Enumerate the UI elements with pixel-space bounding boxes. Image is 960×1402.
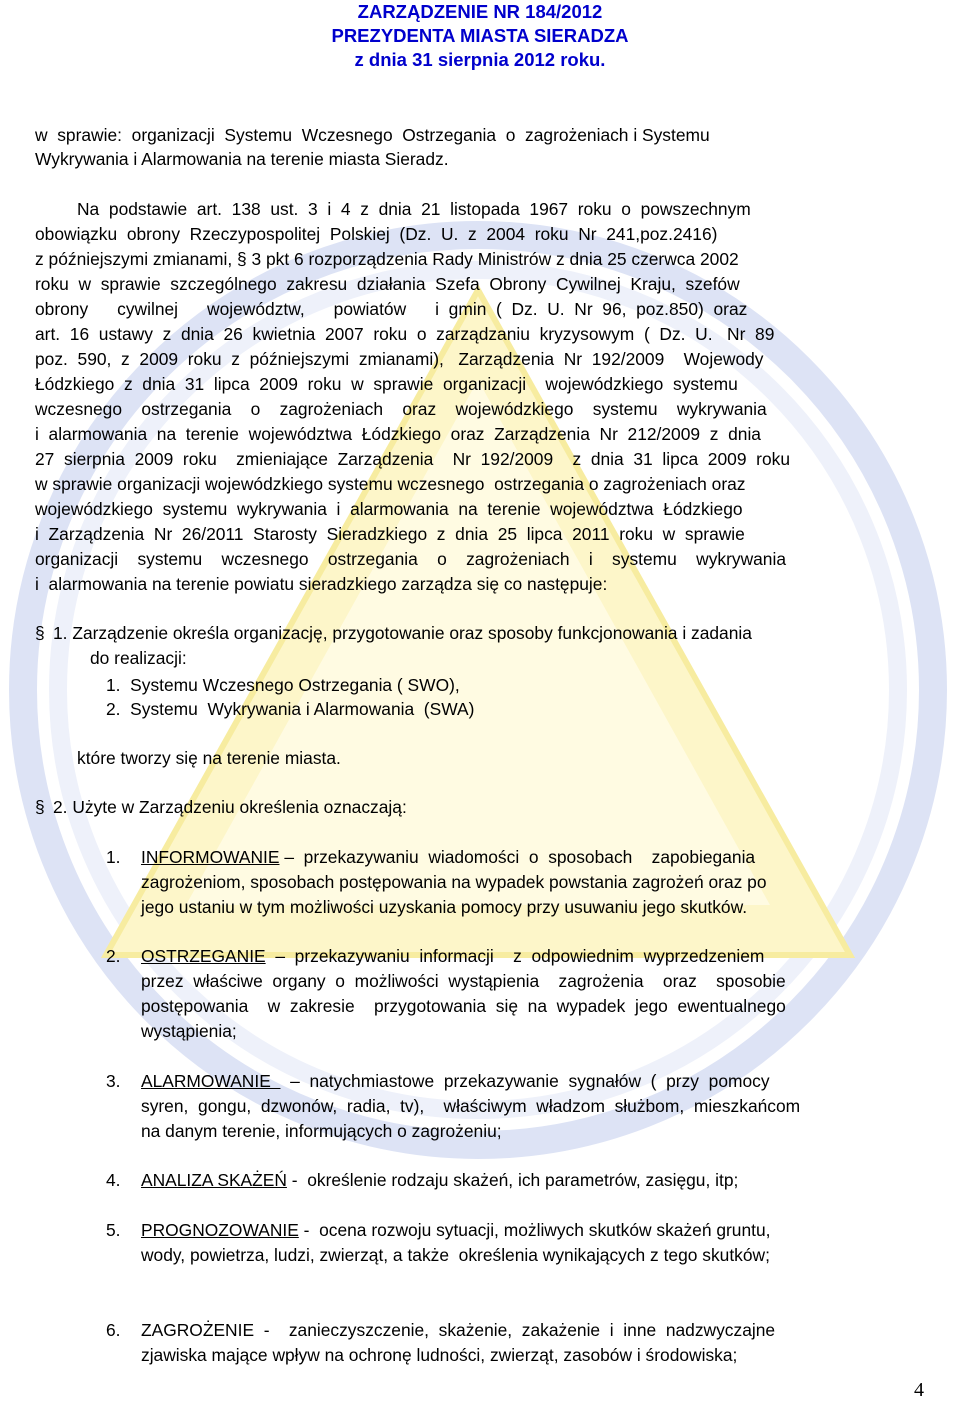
definition-text: przez właściwe organy o możliwości wystąpienia zagrożenia oraz sposobie: [141, 971, 786, 991]
definition-text: – przekazywaniu informacji z odpowiednim wyprzedzeniem: [265, 946, 765, 966]
definition-row: [141, 1318, 775, 1342]
definition-text: – natychmiastowe przekazywanie sygnałów ( przy pomocy: [280, 1071, 770, 1091]
definition-row: [141, 1218, 770, 1242]
definition-text: jego ustaniu w tym możliwości uzyskania pomocy przy usuwaniu jego skutków.: [141, 897, 748, 917]
decree-number: ZARZĄDZENIE NR 184/2012: [357, 1, 603, 22]
definition-term: INFORMOWANIE: [141, 847, 280, 867]
definition-term: OSTRZEGANIE: [141, 946, 266, 966]
subject-line-1: w sprawie: organizacji Systemu Wczesnego Ostrzegania o zagrożeniach i Systemu: [35, 125, 710, 145]
section-1-line: do realizacji:: [90, 648, 187, 668]
definition-number: 1.: [106, 847, 121, 867]
definition-text: syren, gongu, dzwonów, radia, tv), właściwym władzom służbom, mieszkańcom: [141, 1096, 801, 1116]
definition-text: - zanieczyszczenie, skażenie, zakażenie i inne nadzwyczajne: [254, 1320, 776, 1340]
definition-number: 3.: [106, 1071, 121, 1091]
definition-row: [141, 944, 764, 968]
preamble-line: z późniejszymi zmianami, § 3 pkt 6 rozporządzenia Rady Ministrów z dnia 25 czerwca 2002: [35, 249, 739, 269]
definition-text: - określenie rodzaju skażeń, ich parametrów, zasięgu, itp;: [286, 1170, 739, 1190]
preamble-line: art. 16 ustawy z dnia 26 kwietnia 2007 roku o zarządzaniu kryzysowym ( Dz. U. Nr 89: [35, 324, 775, 344]
definition-text: wystąpienia;: [141, 1021, 237, 1041]
definition-text: wody, powietrza, ludzi, zwierząt, a także określenia wynikających z tego skutków;: [141, 1245, 770, 1265]
section-1-line: 1. Zarządzenie określa organizację, przygotowanie oraz sposoby funkcjonowania i zadania: [53, 623, 752, 643]
definition-term: ZAGROŻENIE: [141, 1320, 255, 1340]
definition-text: postępowania w zakresie przygotowania się na wypadek jego ewentualnego: [141, 996, 786, 1016]
preamble-line: i alarmowania na terenie powiatu sieradzkiego zarządza się co następuje:: [35, 574, 608, 594]
definition-row: [141, 845, 755, 869]
definition-text: zagrożeniom, sposobach postępowania na wypadek powstania zagrożeń oraz po: [141, 872, 767, 892]
preamble-line: Łódzkiego z dnia 31 lipca 2009 roku w sprawie organizacji wojewódzkiego systemu: [35, 374, 738, 394]
definition-term: ALARMOWANIE: [141, 1071, 281, 1091]
preamble-line: w sprawie organizacji wojewódzkiego systemu wczesnego ostrzegania o zagrożeniach oraz: [35, 474, 746, 494]
definition-row: [141, 1168, 738, 1192]
preamble-line: organizacji systemu wczesnego ostrzegania o zagrożeniach i systemu wykrywania: [35, 549, 787, 569]
decree-date: z dnia 31 sierpnia 2012 roku.: [354, 49, 606, 70]
definition-text: zjawiska mające wpływ na ochronę ludności, zwierząt, zasobów i środowiska;: [141, 1345, 738, 1365]
definition-number: 5.: [106, 1220, 121, 1240]
definition-number: 6.: [106, 1320, 121, 1340]
definition-row: [141, 1069, 770, 1093]
preamble-line: 27 sierpnia 2009 roku zmieniające Zarządzenia Nr 192/2009 z dnia 31 lipca 2009 roku: [35, 449, 790, 469]
preamble-line: obrony cywilnej województw, powiatów i gmin ( Dz. U. Nr 96, poz.850) oraz: [35, 299, 748, 319]
preamble-line: Na podstawie art. 138 ust. 3 i 4 z dnia 21 listopada 1967 roku o powszechnym: [77, 199, 751, 219]
issuer-title: PREZYDENTA MIASTA SIERADZA: [331, 25, 629, 46]
preamble-line: i Zarządzenia Nr 26/2011 Starosty Sieradzkiego z dnia 25 lipca 2011 roku w sprawie: [35, 524, 745, 544]
preamble-line: roku w sprawie szczególnego zakresu działania Szefa Obrony Cywilnej Kraju, szefów: [35, 274, 740, 294]
preamble-line: wojewódzkiego systemu wykrywania i alarmowania na terenie województwa Łódzkiego: [35, 499, 743, 519]
definition-term: ANALIZA SKAŻEŃ: [141, 1170, 287, 1190]
preamble-line: i alarmowania na terenie województwa Łódzkiego oraz Zarządzenia Nr 212/2009 z dnia: [35, 424, 761, 444]
preamble-line: wczesnego ostrzegania o zagrożeniach oraz wojewódzkiego systemu wykrywania: [35, 399, 767, 419]
page-number: 4: [914, 1379, 924, 1401]
definition-number: 2.: [106, 946, 121, 966]
section-mark: §: [35, 623, 45, 643]
preamble-line: obowiązku obrony Rzeczypospolitej Polskiej (Dz. U. z 2004 roku Nr 241,poz.2416): [35, 224, 718, 244]
section-2-line: 2. Użyte w Zarządzeniu określenia oznaczają:: [53, 797, 407, 817]
subject-line-2: Wykrywania i Alarmowania na terenie miasta Sieradz.: [35, 149, 449, 169]
preamble-line: poz. 590, z 2009 roku z późniejszymi zmianami), Zarządzenia Nr 192/2009 Wojewody: [35, 349, 764, 369]
list-item: 2. Systemu Wykrywania i Alarmowania (SWA): [106, 699, 475, 719]
definition-text: - ocena rozwoju sytuacji, możliwych skutków skażeń gruntu,: [298, 1220, 771, 1240]
definition-term: PROGNOZOWANIE: [141, 1220, 299, 1240]
section-1-closing: które tworzy się na terenie miasta.: [77, 748, 341, 768]
definition-text: – przekazywaniu wiadomości o sposobach zapobiegania: [279, 847, 756, 867]
definition-text: na danym terenie, informujących o zagrożeniu;: [141, 1121, 502, 1141]
section-mark: §: [35, 797, 45, 817]
definition-number: 4.: [106, 1170, 121, 1190]
list-item: 1. Systemu Wczesnego Ostrzegania ( SWO),: [106, 675, 460, 695]
